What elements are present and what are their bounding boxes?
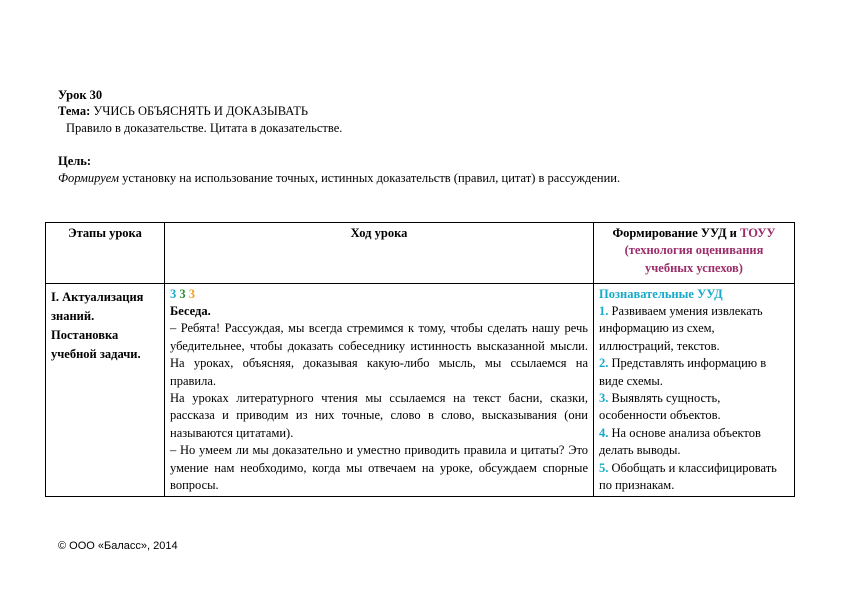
uud-cell xyxy=(594,284,795,497)
uud-item: 3. Выявлять сущность, особенности объектов. xyxy=(599,391,721,423)
activity-cell xyxy=(165,284,594,497)
header-course: Ход урока xyxy=(165,223,594,284)
uud-item: 4. На основе анализа объектов делать выводы. xyxy=(599,425,761,458)
lesson-number: Урок 30 xyxy=(58,88,103,102)
goal-rest: установку на использование точных, истинных доказательств (правил, цитат) в рассуждении. xyxy=(119,171,621,185)
toou-label: ТОУУ xyxy=(740,226,776,240)
uud-item: 5. Обобщать и классифицировать по признакам. xyxy=(599,460,777,493)
activity-paragraph: На уроках литературного чтения мы ссылаемся на текст басни, сказки, рассказа и приводим из них точные, слово в слово, высказывания (они называются цитатами). xyxy=(170,391,588,440)
uud-item: 1. Развиваем умения извлекать информацию из схем, иллюстраций, текстов. xyxy=(599,304,763,353)
stage-text: I. Актуализация знаний. Постановка учебной задачи. xyxy=(51,290,144,361)
goal-italic: Формируем xyxy=(58,171,120,185)
uud-title: Познавательные УУД xyxy=(599,287,723,301)
toou-subtitle: (технология оценивания учебных успехов) xyxy=(624,243,764,275)
activity-paragraph: – Ребята! Рассуждая, мы всегда стремимся к тому, чтобы сделать нашу речь убедительнее, чтобы доказать собеседнику истинность высказанной мысли. На уроках, объясняя, доказывая какую-либо мысль, мы ссылаемся на правила. xyxy=(170,321,588,388)
topic-line xyxy=(58,104,308,119)
activity-paragraph: – Но умеем ли мы доказательно и уместно приводить правила и цитаты? Это умение нам необходимо, когда мы отвечаем на уроке, обсуждаем спорные вопросы. xyxy=(170,443,588,493)
goal-label: Цель: xyxy=(58,154,92,168)
mark-2: 3 xyxy=(179,287,186,301)
goal-text xyxy=(58,171,620,186)
header-uud: Формирование УУД и ТОУУ (технология оценивания учебных успехов) xyxy=(594,223,795,284)
table-header-row xyxy=(46,223,795,284)
stage-cell xyxy=(46,284,165,497)
mark-3: 3 xyxy=(188,287,195,301)
topic-text: УЧИСЬ ОБЪЯСНЯТЬ И ДОКАЗЫВАТЬ xyxy=(93,104,309,118)
copyright-footer: © ООО «Баласс», 2014 xyxy=(58,540,178,552)
table-row xyxy=(46,284,795,497)
header-stages: Этапы урока xyxy=(46,223,165,284)
activity-title: Беседа. xyxy=(170,304,211,318)
mark-1: 3 xyxy=(170,287,177,301)
subtopic: Правило в доказательстве. Цитата в доказательстве. xyxy=(66,121,343,135)
topic-label: Тема: xyxy=(58,104,91,118)
lesson-table xyxy=(45,222,795,497)
uud-item: 2. Представлять информацию в виде схемы. xyxy=(599,356,767,388)
rating-marks xyxy=(170,286,588,303)
